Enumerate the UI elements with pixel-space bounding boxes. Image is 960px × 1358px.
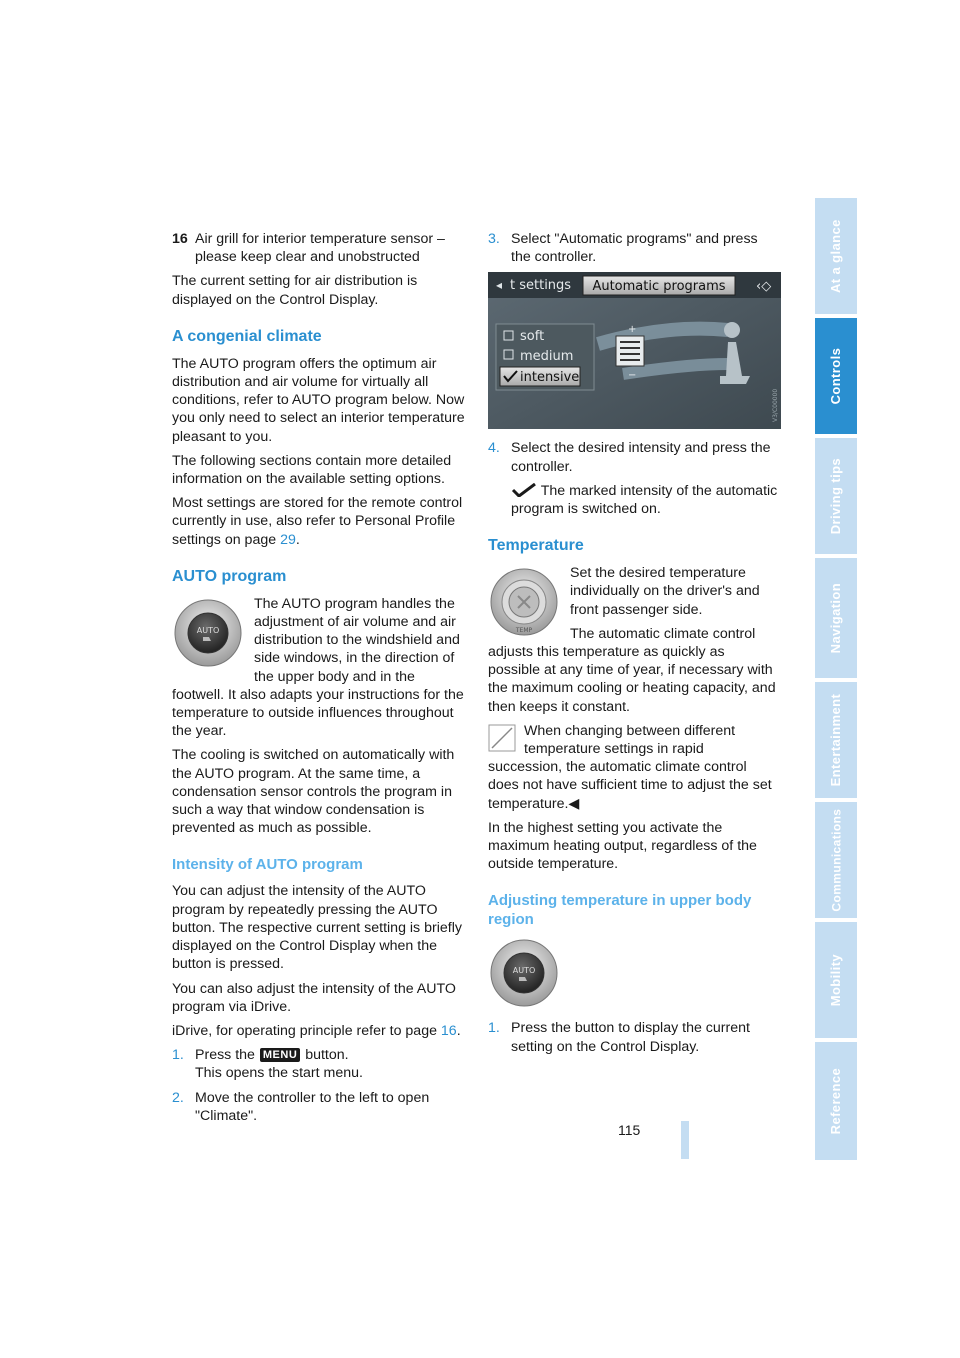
page-link-16[interactable]: 16 [440, 1022, 457, 1039]
checkmark-icon [511, 483, 537, 497]
tab-mobility[interactable]: Mobility [815, 922, 857, 1038]
temperature-dial-icon [488, 566, 560, 638]
tab-navigation[interactable]: Navigation [815, 558, 857, 678]
auto-button-icon-2 [488, 937, 560, 1009]
auto-button-icon [172, 597, 244, 669]
paragraph-cooling: The cooling is switched on automatically with the AUTO program. At the same time, a condensation sensor controls the program in such a way that window condensation is prevented as much as possible. [172, 747, 455, 837]
page-number: 115 [618, 1122, 641, 1138]
paragraph-note-rapid-change: When changing between different temperature settings in rapid succession, the automatic climate control does not have sufficient time to adjust the set temperature.◀ [488, 722, 772, 812]
menu-button-glyph: MENU [260, 1048, 300, 1062]
paragraph-adjust-intensity: You can adjust the intensity of the AUTO program by repeatedly pressing the AUTO button. The respective current setting is briefly displayed on the Control Display when the button is pressed. [172, 883, 462, 973]
svg-text:AUTO: AUTO [512, 966, 536, 976]
legend-item-text: Air grill for interior temperature sensor – please keep clear and unobstructed [195, 231, 445, 266]
svg-text:Automatic programs: Automatic programs [592, 279, 726, 295]
svg-text:V3/C00000: V3/C00000 [772, 389, 779, 423]
paragraph-auto-offers: The AUTO program offers the optimum air distribution and air volume for virtually all conditions, refer to AUTO program below. Now you only need to select an interior temperature pleasant to you. [172, 355, 465, 445]
heading-upper-body: Adjusting temperature in upper body region [488, 892, 752, 929]
svg-text:soft: soft [520, 329, 545, 345]
svg-text:intensive: intensive [520, 370, 580, 386]
step-3: 3. Select "Automatic programs" and press the controller. [488, 231, 758, 266]
svg-text:−: − [628, 370, 637, 382]
step-1: 1. Press the MENU button. This opens the start menu. [172, 1047, 363, 1082]
paragraph-following-sections: The following sections contain more detailed information on the available setting options. [172, 452, 452, 488]
step-2: 2. Move the controller to the left to open "Climate". [172, 1089, 430, 1124]
heading-auto-program: AUTO program [172, 567, 287, 585]
paragraph-marked-intensity: The marked intensity of the automatic program is switched on. [511, 482, 778, 518]
control-display-screenshot [488, 272, 781, 429]
tab-controls[interactable]: Controls [815, 318, 857, 434]
tab-reference[interactable]: Reference [815, 1042, 857, 1160]
paragraph-air-distribution: The current setting for air distribution is displayed on the Control Display. [172, 273, 418, 308]
temperature-block [488, 564, 780, 716]
paragraph-set-temperature: Set the desired temperature individually on the driver's and front passenger side. [570, 565, 760, 618]
tab-at-a-glance[interactable]: At a glance [815, 198, 857, 314]
paragraph-idrive-principle: iDrive, for operating principle refer to page 16. [172, 1022, 461, 1039]
paragraph-settings-stored: Most settings are stored for the remote control currently in use, also refer to Personal Profile settings on page 29. [172, 495, 463, 548]
svg-text:◂: ◂ [496, 278, 503, 293]
svg-text:‹◇: ‹◇ [756, 279, 772, 295]
svg-text:TEMP: TEMP [515, 627, 533, 635]
svg-text:AUTO: AUTO [196, 625, 220, 635]
legend-item-number: 16 [172, 231, 188, 247]
step-4: 4. Select the desired intensity and press the controller. [488, 440, 771, 475]
note-icon [488, 724, 516, 752]
paragraph-highest-setting: In the highest setting you activate the maximum heating output, regardless of the outside temperature. [488, 819, 757, 873]
heading-congenial-climate: A congenial climate [172, 327, 322, 345]
legend-item-16 [172, 230, 468, 266]
right-column [488, 230, 780, 1062]
svg-text:+: + [628, 324, 637, 336]
paragraph-auto-handles: The AUTO program handles the adjustment of air volume and air distribution to the windshield and side windows, in the direction of the upper body and in the footwell. It also adapts your instructions for the temperature to outside influences throughout the year. [172, 595, 464, 740]
note-block [488, 722, 780, 813]
page-marker-bar [681, 1121, 689, 1159]
page-link-29[interactable]: 29 [280, 531, 296, 548]
step-1-upper: 1. Press the button to display the current setting on the Control Display. [488, 1020, 750, 1055]
tab-communications[interactable]: Communications [815, 802, 857, 918]
heading-temperature: Temperature [488, 537, 584, 555]
chapter-sidebar [815, 198, 857, 1160]
tab-driving-tips[interactable]: Driving tips [815, 438, 857, 554]
svg-text:medium: medium [520, 349, 574, 365]
heading-intensity: Intensity of AUTO program [172, 856, 363, 874]
left-column [172, 230, 468, 1131]
paragraph-via-idrive: You can also adjust the intensity of the AUTO program via iDrive. [172, 980, 456, 1015]
tab-entertainment[interactable]: Entertainment [815, 682, 857, 798]
auto-program-block [172, 595, 468, 741]
svg-text:t settings: t settings [510, 278, 572, 294]
paragraph-auto-climate: The automatic climate control adjusts this temperature as quickly as possible at any time of year, if necessary with the maximum cooling or heating capacity, and then keeps it constant. [488, 625, 776, 715]
